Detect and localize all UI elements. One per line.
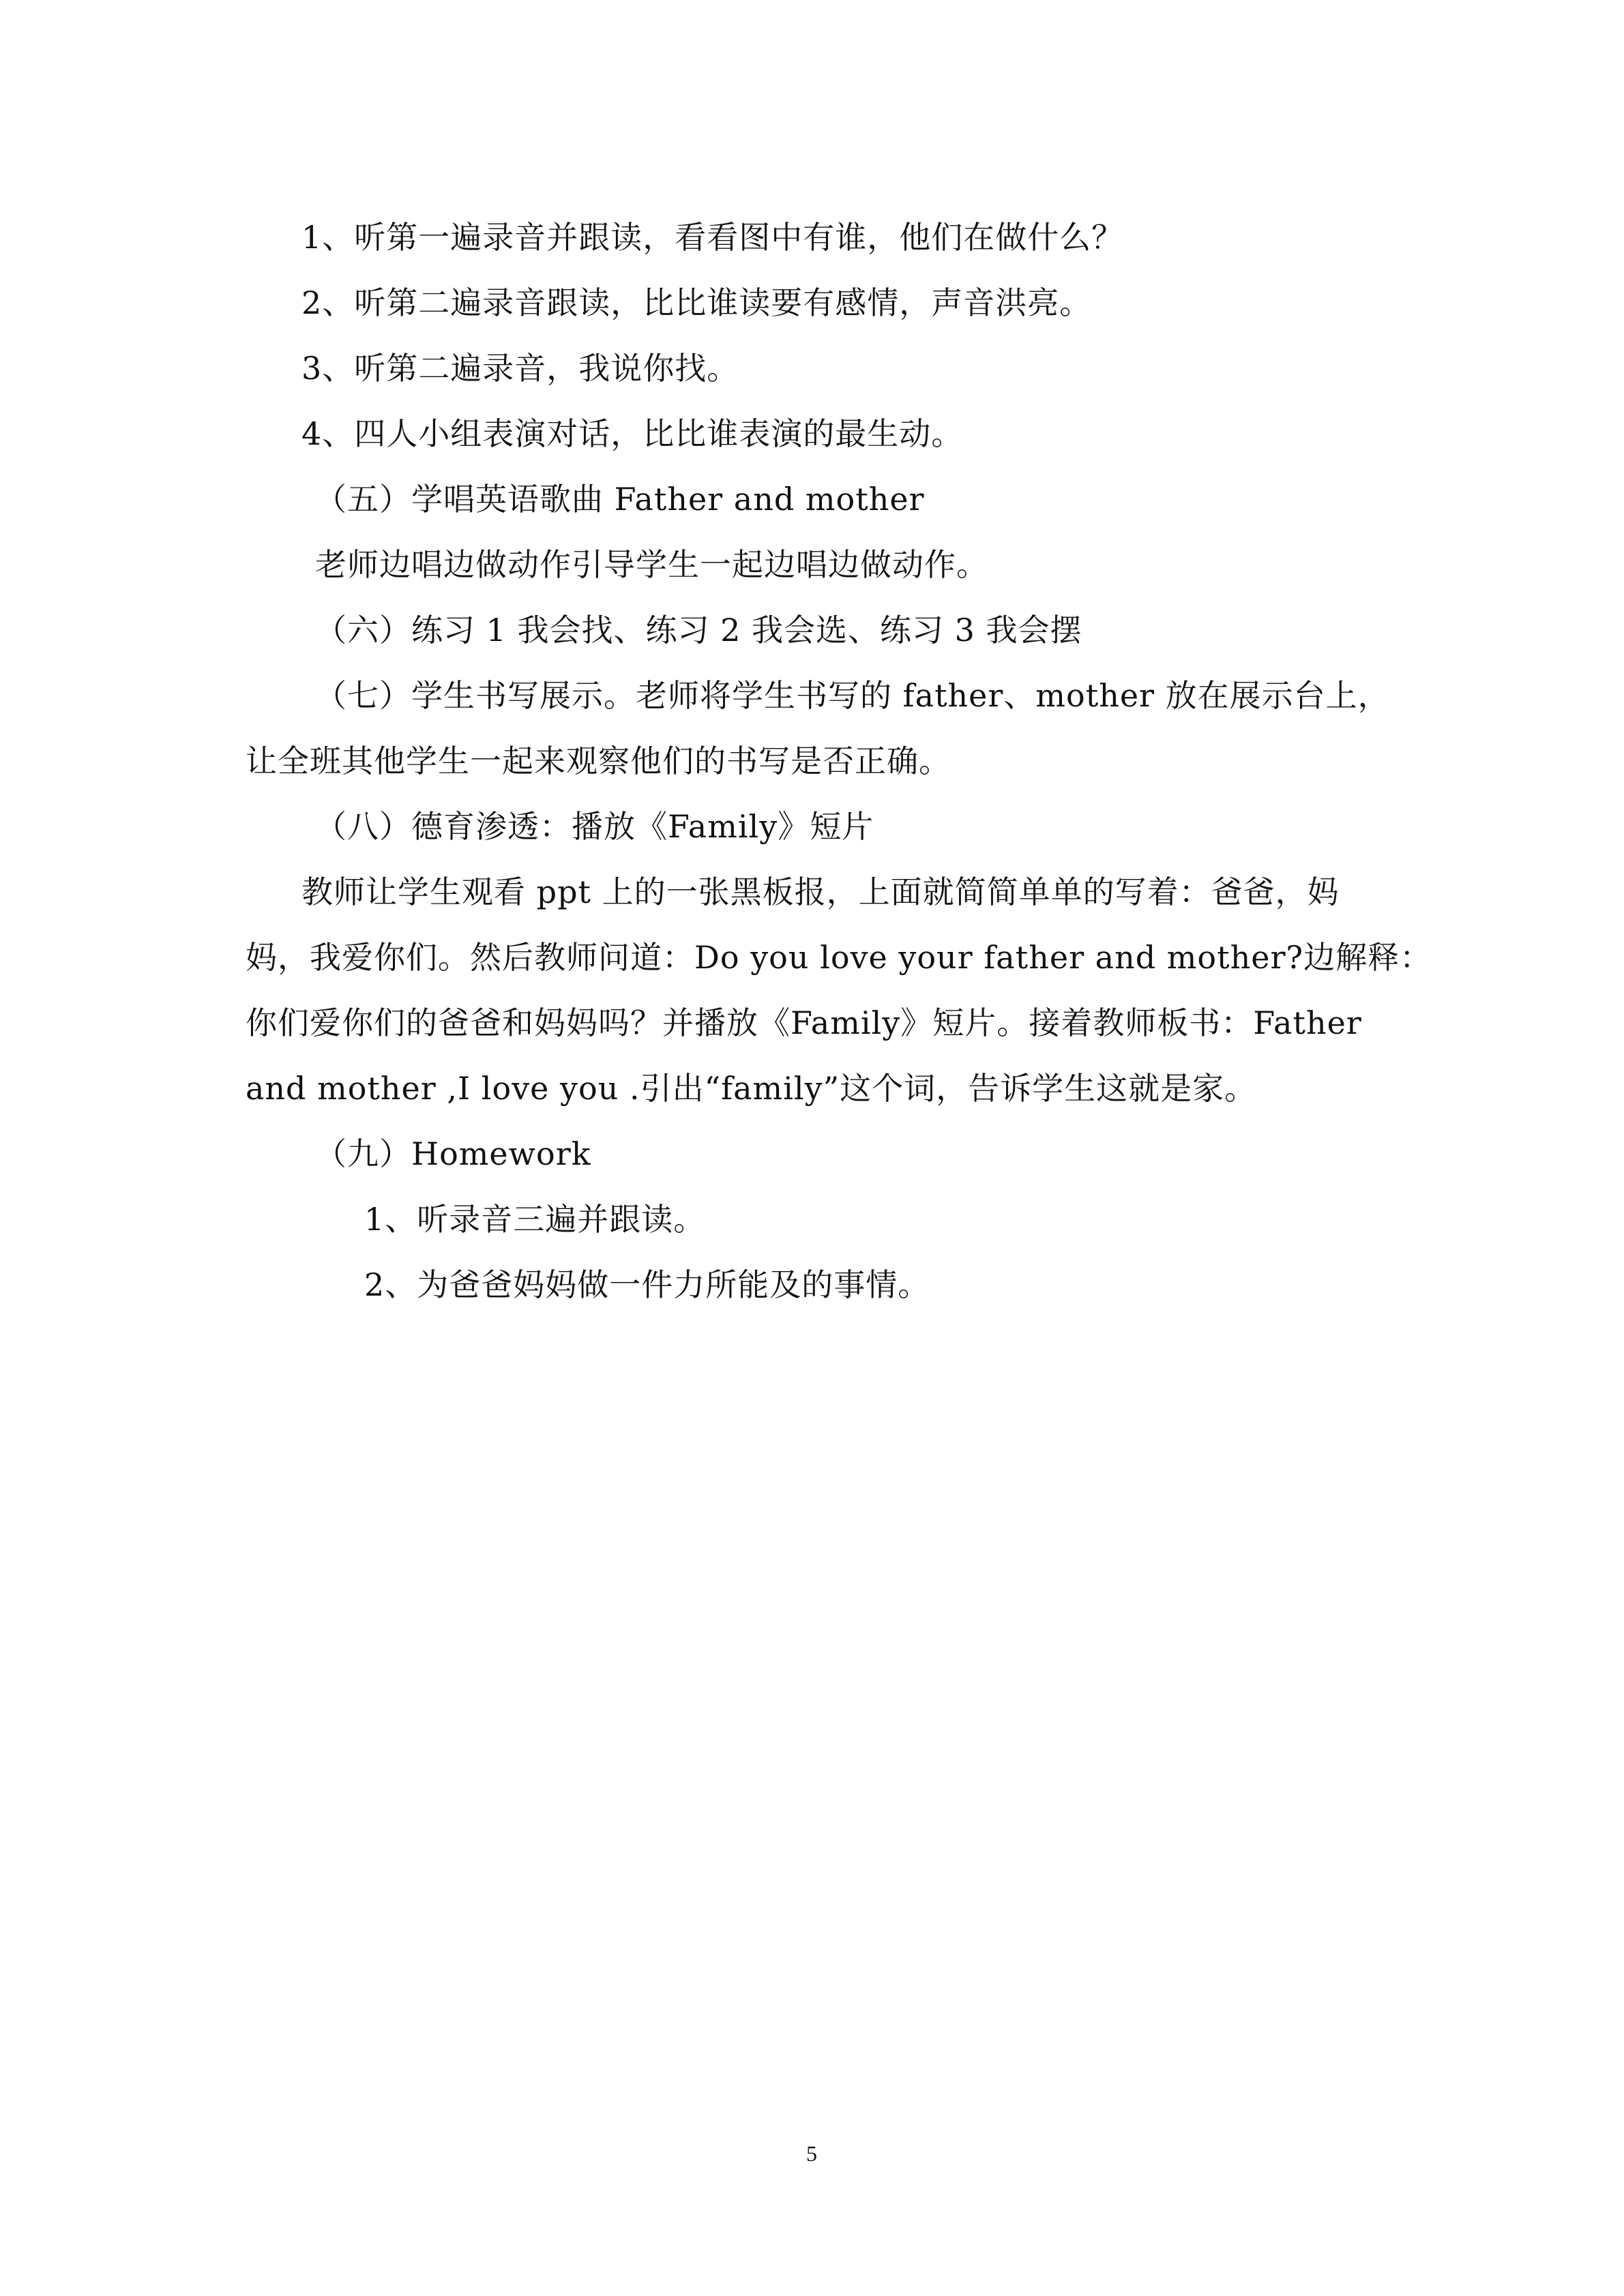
- section-8-heading: （八）德育渗透：播放《Family》短片: [315, 808, 874, 845]
- section-8-paragraph-line-3: 你们爱你们的爸爸和妈妈吗？并播放《Family》短片。接着教师板书：Father: [246, 1004, 1362, 1041]
- step-3-line: 3、听第二遍录音，我说你找。: [301, 350, 739, 387]
- section-8-paragraph-line-2: 妈，我爱你们。然后教师问道：Do you love your father and mother?边解释：: [246, 939, 1432, 976]
- section-8-paragraph-line-4: and mother ,I love you .引出“family”这个词，告诉学生这就是家。: [246, 1070, 1257, 1107]
- page-number: 5: [806, 2141, 817, 2166]
- step-2-line: 2、听第二遍录音跟读，比比谁读要有感情，声音洪亮。: [301, 284, 1092, 321]
- section-7-heading: （七）学生书写展示。老师将学生书写的 father、mother 放在展示台上，: [315, 677, 1390, 714]
- step-4-line: 4、四人小组表演对话，比比谁表演的最生动。: [301, 415, 964, 452]
- section-8-paragraph-line-1: 教师让学生观看 ppt 上的一张黑板报，上面就简简单单的写着：爸爸，妈: [301, 874, 1340, 910]
- section-6-heading: （六）练习 1 我会找、练习 2 我会选、练习 3 我会摆: [315, 612, 1082, 648]
- section-5-heading: （五）学唱英语歌曲 Father and mother: [315, 481, 925, 518]
- section-7-continuation: 让全班其他学生一起来观察他们的书写是否正确。: [246, 743, 951, 779]
- homework-item-2: 2、为爸爸妈妈做一件力所能及的事情。: [364, 1266, 930, 1303]
- homework-item-1: 1、听录音三遍并跟读。: [364, 1201, 706, 1238]
- section-9-heading: （九）Homework: [315, 1135, 591, 1172]
- step-1-line: 1、听第一遍录音并跟读，看看图中有谁，他们在做什么？: [301, 219, 1124, 256]
- section-5-body: 老师边唱边做动作引导学生一起边唱边做动作。: [315, 546, 988, 583]
